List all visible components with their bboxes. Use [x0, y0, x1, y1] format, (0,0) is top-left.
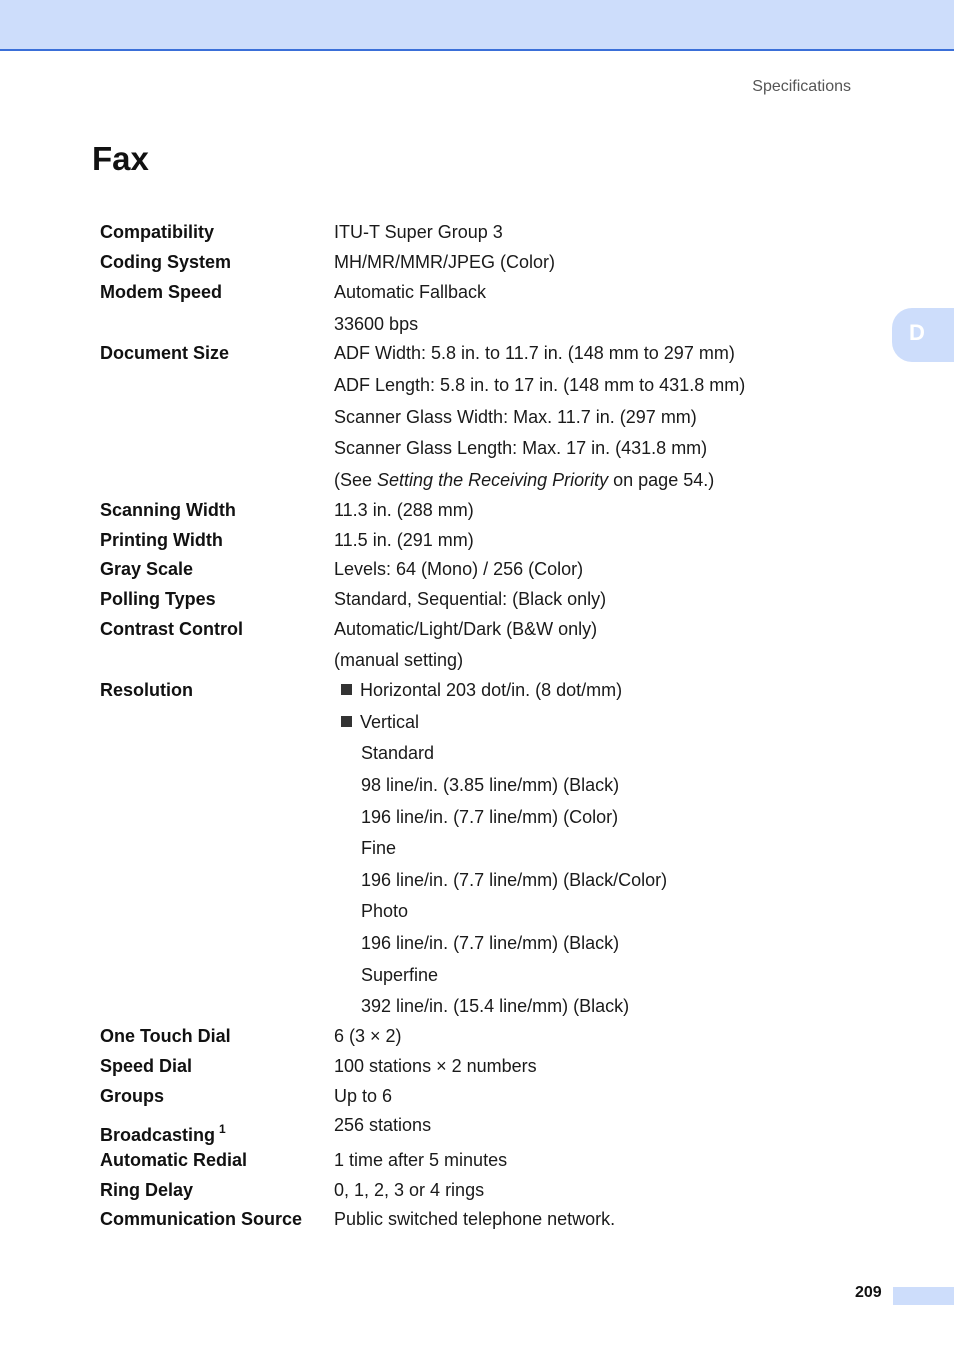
footer-band — [893, 1287, 954, 1305]
spec-label-broadcasting — [100, 1118, 226, 1146]
spec-label-contrast-control: Contrast Control — [100, 619, 243, 639]
resolution-line: Fine — [361, 838, 397, 858]
page-number: 209 — [855, 1284, 882, 1301]
spec-value-scanning-width: 11.3 in. (288 mm) — [334, 500, 474, 520]
spec-label-document-size: Document Size — [100, 343, 230, 363]
spec-value-document-size-3: Scanner Glass Width: Max. 11.7 in. (297 mm) — [334, 407, 697, 427]
broadcasting-label-text: Broadcasting — [100, 1125, 216, 1145]
spec-value-printing-width: 11.5 in. (291 mm) — [334, 530, 474, 550]
resolution-vertical-item — [341, 711, 419, 733]
bullet-square-icon — [341, 684, 352, 695]
note-prefix: (See — [334, 470, 378, 490]
spec-label-groups: Groups — [100, 1086, 165, 1106]
spec-value-automatic-redial: 1 time after 5 minutes — [334, 1150, 508, 1170]
spec-document-size-note — [334, 469, 714, 491]
footnote-marker[interactable]: 1 — [219, 1122, 226, 1136]
section-tab-letter: D — [909, 320, 925, 345]
spec-value-communication-source: Public switched telephone network. — [334, 1209, 616, 1229]
spec-label-polling-types: Polling Types — [100, 589, 216, 609]
spec-label-ring-delay: Ring Delay — [100, 1180, 194, 1200]
spec-label-speed-dial: Speed Dial — [100, 1056, 193, 1076]
spec-label-printing-width: Printing Width — [100, 530, 223, 550]
page-title: Fax — [92, 140, 149, 177]
spec-label-one-touch-dial: One Touch Dial — [100, 1026, 231, 1046]
running-head: Specifications — [752, 78, 851, 95]
spec-value-broadcasting: 256 stations — [334, 1115, 432, 1135]
spec-value-contrast-control-1: Automatic/Light/Dark (B&W only) — [334, 619, 598, 639]
resolution-horizontal-item — [341, 679, 622, 701]
spec-label-resolution: Resolution — [100, 680, 193, 700]
resolution-line: Standard — [361, 743, 435, 763]
resolution-line: 196 line/in. (7.7 line/mm) (Black/Color) — [361, 870, 668, 890]
resolution-line: Photo — [361, 901, 409, 921]
spec-value-contrast-control-2: (manual setting) — [334, 650, 464, 670]
spec-value-gray-scale: Levels: 64 (Mono) / 256 (Color) — [334, 559, 584, 579]
resolution-line: 196 line/in. (7.7 line/mm) (Color) — [361, 807, 619, 827]
spec-label-communication-source: Communication Source — [100, 1209, 303, 1229]
spec-value-document-size-1: ADF Width: 5.8 in. to 11.7 in. (148 mm to 297 mm) — [334, 343, 735, 363]
resolution-vertical-text: Vertical — [360, 712, 420, 732]
spec-label-automatic-redial: Automatic Redial — [100, 1150, 248, 1170]
spec-value-coding-system: MH/MR/MMR/JPEG (Color) — [334, 252, 555, 272]
spec-label-scanning-width: Scanning Width — [100, 500, 236, 520]
spec-value-compatibility: ITU-T Super Group 3 — [334, 222, 503, 242]
spec-label-coding-system: Coding System — [100, 252, 232, 272]
spec-value-document-size-4: Scanner Glass Length: Max. 17 in. (431.8 mm) — [334, 438, 708, 458]
cross-reference-link[interactable]: Setting the Receiving Priority — [377, 470, 609, 490]
spec-value-document-size-2: ADF Length: 5.8 in. to 17 in. (148 mm to 431.8 mm) — [334, 375, 746, 395]
resolution-line: 98 line/in. (3.85 line/mm) (Black) — [361, 775, 620, 795]
header-band — [0, 0, 954, 51]
section-tab — [892, 308, 954, 362]
note-suffix: on page 54.) — [608, 470, 715, 490]
spec-label-modem-speed: Modem Speed — [100, 282, 223, 302]
spec-value-polling-types: Standard, Sequential: (Black only) — [334, 589, 607, 609]
spec-value-modem-speed-2: 33600 bps — [334, 314, 419, 334]
resolution-line: 392 line/in. (15.4 line/mm) (Black) — [361, 996, 630, 1016]
spec-label-compatibility: Compatibility — [100, 222, 215, 242]
spec-value-groups: Up to 6 — [334, 1086, 393, 1106]
bullet-square-icon — [341, 716, 352, 727]
spec-value-modem-speed-1: Automatic Fallback — [334, 282, 487, 302]
spec-value-one-touch-dial: 6 (3 × 2) — [334, 1026, 402, 1046]
spec-value-speed-dial: 100 stations × 2 numbers — [334, 1056, 537, 1076]
spec-label-gray-scale: Gray Scale — [100, 559, 194, 579]
resolution-line: Superfine — [361, 965, 439, 985]
spec-value-ring-delay: 0, 1, 2, 3 or 4 rings — [334, 1180, 485, 1200]
resolution-horizontal-text: Horizontal 203 dot/in. (8 dot/mm) — [360, 680, 623, 700]
resolution-line: 196 line/in. (7.7 line/mm) (Black) — [361, 933, 620, 953]
